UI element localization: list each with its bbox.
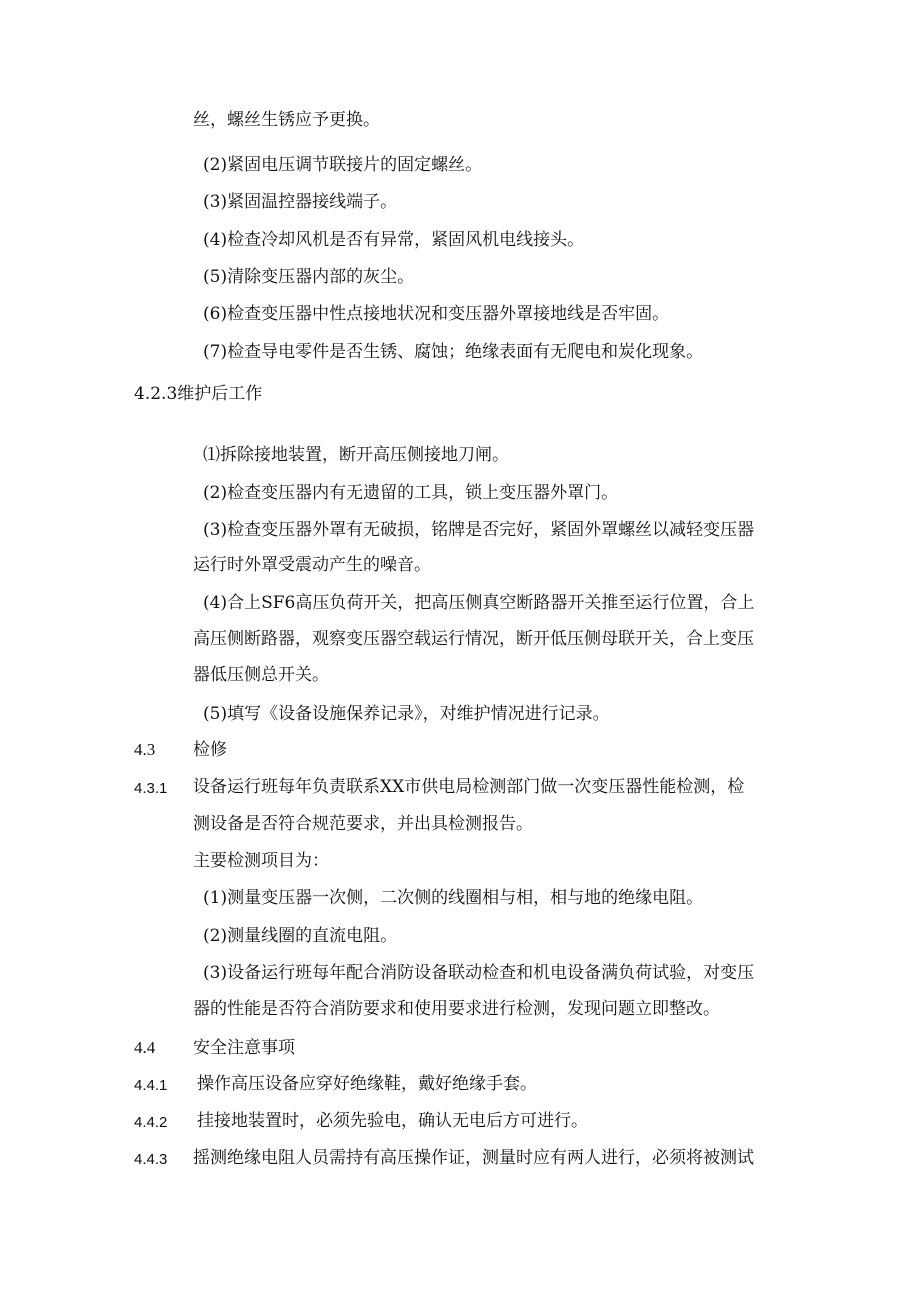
text-line: 摇测绝缘电阻人员需持有高压操作证，测量时应有两人进行，必须将被测试: [193, 1148, 754, 1168]
text-line: 操作高压设备应穿好绝缘鞋，戴好绝缘手套。: [197, 1074, 537, 1094]
text-line: 丝，螺丝生锈应予更换。: [193, 110, 380, 130]
list-item: ⑴拆除接地装置，断开高压侧接地刀闸。: [203, 445, 509, 465]
list-item: (1)测量变压器一次侧，二次侧的线圈相与相，相与地的绝缘电阻。: [203, 888, 704, 908]
section-number: 4.4: [134, 1038, 156, 1057]
text-line: 运行时外罩受震动产生的噪音。: [193, 555, 431, 575]
list-item: (2)测量线圈的直流电阻。: [203, 926, 398, 946]
list-item: (4)合上SF6高压负荷开关，把高压侧真空断路器开关推至运行位置，合上: [203, 593, 755, 613]
text-line: 挂接地装置时，必须先验电，确认无电后方可进行。: [197, 1111, 588, 1131]
list-item: (7)检查导电零件是否生锈、腐蚀；绝缘表面有无爬电和炭化现象。: [203, 342, 704, 362]
section-heading: 安全注意事项: [193, 1038, 295, 1058]
list-item: (5)清除变压器内部的灰尘。: [203, 267, 415, 287]
list-item: (3)紧固温控器接线端子。: [203, 192, 398, 212]
section-number: 4.4.3: [134, 1151, 168, 1168]
list-item: (6)检查变压器中性点接地状况和变压器外罩接地线是否牢固。: [203, 304, 670, 324]
list-item: (2)检查变压器内有无遗留的工具，锁上变压器外罩门。: [203, 483, 619, 503]
section-number: 4.3: [134, 740, 156, 759]
subsection-heading: 4.2.3维护后工作: [134, 384, 263, 404]
text-line: 设备运行班每年负责联系XX市供电局检测部门做一次变压器性能检测，检: [193, 777, 745, 797]
text-line: 器的性能是否符合消防要求和使用要求进行检测，发现问题立即整改。: [193, 999, 720, 1019]
section-heading: 检修: [193, 740, 227, 760]
list-item: (4)检查冷却风机是否有异常，紧固风机电线接头。: [203, 230, 585, 250]
text-line: 器低压侧总开关。: [193, 665, 329, 685]
text-line: 测设备是否符合规范要求，并出具检测报告。: [193, 814, 533, 834]
section-number: 4.3.1: [134, 780, 168, 797]
section-number: 4.4.1: [134, 1077, 168, 1094]
list-item: (2)紧固电压调节联接片的固定螺丝。: [203, 155, 483, 175]
list-item: (5)填写《设备设施保养记录》，对维护情况进行记录。: [203, 704, 610, 724]
text-line: 主要检测项目为：: [193, 851, 329, 871]
text-line: 高压侧断路器，观察变压器空载运行情况，断开低压侧母联开关，合上变压: [193, 629, 754, 649]
list-item: (3)设备运行班每年配合消防设备联动检查和机电设备满负荷试验，对变压: [203, 963, 755, 983]
list-item: (3)检查变压器外罩有无破损，铭牌是否完好，紧固外罩螺丝以减轻变压器: [203, 520, 755, 540]
section-number: 4.4.2: [134, 1114, 168, 1131]
